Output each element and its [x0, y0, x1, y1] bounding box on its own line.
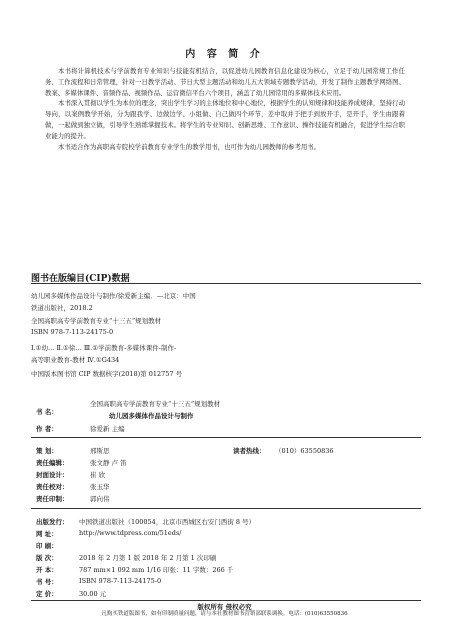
intro-paragraph: 本书深入贯彻以学生为本位的理念，突出学生学习的主体地位和中心地位，根据学生的认知规律和技能养成规律，坚持行动导向，以案例教学开始，分为跟我学、边做边学、小组做、自己做四个环节，差中取并于把手到放开手，是开手，学生由跟着做，一起做到独立做，引导学生熟练掌握技术。将学生的专业知识、创新思维、工作意识、操作技能有机融合，促进学生综合职业能力的提升。: [45, 99, 405, 140]
pub-value: 787 mm×1 092 mm 1/16 印张：11 字数：266 千: [79, 566, 234, 574]
pub-value: http://www.tdpress.com/51eds/: [79, 529, 182, 537]
piracy-hotline: [0, 612, 449, 613]
cip-heading: 图书在版编目(CIP)数据: [31, 274, 130, 284]
section-divider: [31, 508, 421, 509]
editor-label: 责任印制：: [36, 495, 69, 503]
cip-line: 幼儿园多媒体作品设计与制作/徐爱新主编．—北京：中国: [31, 292, 196, 300]
book-title: 幼儿园多媒体作品设计与制作: [109, 412, 194, 420]
pub-value: ISBN 978-7-113-24175-0: [79, 577, 162, 585]
hotline-value: （010）63550836: [275, 447, 334, 455]
pub-label: 网 址：: [36, 530, 58, 538]
pub-label: 书 号：: [36, 578, 58, 586]
pub-label: 定 价：: [36, 590, 58, 598]
intro-title: 内 容 简 介: [185, 49, 264, 60]
pub-value: 30.00 元: [79, 590, 107, 598]
pub-label: 开 本：: [36, 566, 58, 574]
cip-line: ISBN 978-7-113-24175-0: [31, 328, 114, 336]
pub-value: 中国铁道出版社（100054，北京市西城区右安门西街 8 号）: [79, 518, 256, 526]
editor-value: 张文静 卢 笛: [90, 459, 127, 467]
section-divider: [31, 437, 421, 438]
intro-text: [45, 66, 405, 152]
pub-label: 出版发行：: [36, 518, 69, 526]
pub-label: 印 刷：: [36, 542, 58, 550]
author-label: 作 者：: [36, 425, 58, 433]
pub-label: 版 次：: [36, 554, 58, 562]
book-series: 全国高职高专学前教育专业“十三五”规划教材: [90, 400, 221, 408]
editor-value: 郭向伟: [90, 495, 110, 503]
cip-line: 全国高职高专学前教育专业“十三五”规划教材: [31, 317, 162, 325]
editor-label: 责任编辑：: [36, 459, 69, 467]
replacement-notice: 凡购买铁道版图书，如有印制质量问题，请与本社教材图书营销部联系调换。电话：(010)63550836: [101, 611, 348, 617]
cip-line: 铁道出版社，2018.2: [31, 304, 93, 312]
editor-label: 封面设计：: [36, 471, 69, 479]
editor-value: 崔 欣: [90, 471, 106, 479]
book-title-label: 书 名：: [36, 408, 58, 416]
editor-value: 邢斯思: [90, 447, 110, 455]
section-divider: [31, 600, 421, 601]
cip-line: Ⅰ.①幼… Ⅱ.①徐… Ⅲ.①学前教育-多媒体课件-制作-: [31, 344, 177, 352]
intro-paragraph: 本书适合作为高职高专院校学前教育专业学生的教学用书，也可作为幼儿园教师的参考用书。: [58, 142, 321, 151]
rights-notice: 版权所有 侵权必究: [197, 603, 252, 611]
pub-value: 2018 年 2 月第 1 版 2018 年 2 月第 1 次印刷: [79, 554, 217, 562]
cip-divider: [31, 283, 421, 284]
editor-label: 策 划：: [36, 447, 58, 455]
editor-value: 张玉华: [90, 483, 110, 491]
intro-paragraph: 本书将计算机技术与学前教育专业知识与技能有机结合，以促进幼儿园教育信息化建设为核心，立足于幼儿园常规工作任务、工作流程和日常管理，针对一日教学活动、节日大型主题活动和幼儿五大领域专题教学活动，开发了制作主题教学网络图、教案、多媒体课件、音频作品、视频作品、运营微信平台六个项目，涵盖了幼儿园常用的多媒体技术应用。: [45, 67, 405, 97]
cip-line: 中国版本图书馆 CIP 数据核字(2018)第 012757 号: [31, 370, 183, 378]
cip-line: 高等职业教育-教材 Ⅳ.①G434: [31, 356, 120, 364]
author-value: 徐爱新 主编: [90, 425, 125, 433]
editor-label: 责任校对：: [36, 483, 69, 491]
hotline-label: 读者热线：: [233, 447, 266, 455]
